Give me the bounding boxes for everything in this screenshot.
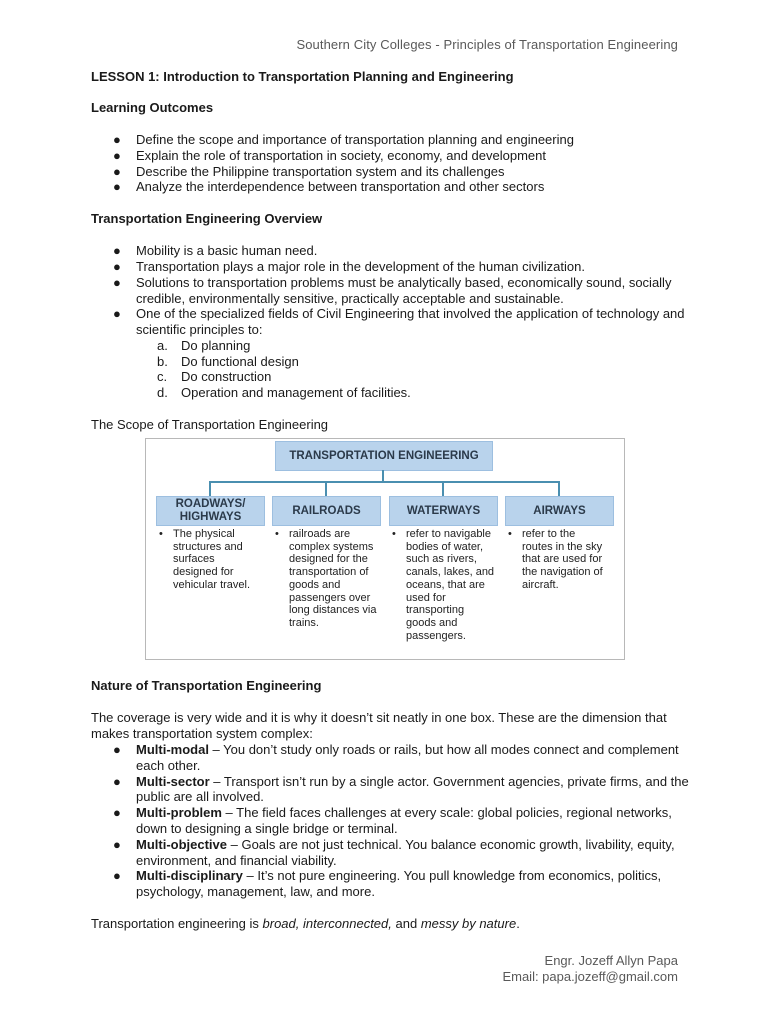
bullet-icon: ● [113,132,121,147]
sublist-item: a. Do planning [157,337,251,353]
list-item: ● One of the specialized fields of Civil Engineering that involved the application of technology and scientific principles to: [113,306,685,338]
connector-line [558,481,560,496]
mode-box-waterways: WATERWAYS [389,496,498,526]
mode-desc-roadways: • The physical structures and surfaces designed for vehicular travel. [159,528,251,591]
bullet-icon: ● [113,274,121,290]
list-item: ● Multi-disciplinary – It’s not pure engineering. You pull knowledge from economics, politics, psychology, management, law, and more. [113,868,662,900]
bullet-icon: ● [113,742,121,757]
bullet-icon: ● [113,258,121,274]
list-item: ● Multi-modal – You don’t study only roads or rails, but how all modes connect and complement each other. [113,742,679,773]
list-item: ● Transportation plays a major role in the development of the human civilization. [113,258,585,274]
list-item: ● Multi-problem – The field faces challenges at every scale: global policies, regional networks, down to designing a single bridge or terminal. [113,805,672,836]
bullet-icon: ● [113,243,121,259]
list-item: ● Define the scope and importance of transportation planning and engineering [113,132,574,147]
sublist-item: b. Do functional design [157,353,299,369]
bullet-icon: ● [113,836,121,852]
page-header: Southern City Colleges - Principles of Transportation Engineering [296,37,678,52]
nature-section [91,678,691,932]
mode-desc-airways: • refer to the routes in the sky that are used for the navigation of aircraft. [508,528,603,591]
mode-desc-waterways: • refer to navigable bodies of water, such as rivers, canals, lakes, and oceans, that are used for transporting goods and passengers. [392,528,495,642]
list-item: ● Describe the Philippine transportation system and its challenges [113,163,505,179]
overview-sublist [91,338,691,400]
list-item: ● Multi-objective – Goals are not just technical. You balance economic growth, livability, equity, environment, and financial viability. [113,836,675,868]
nature-list [91,742,691,900]
list-item: ● Solutions to transportation problems must be analytically based, economically sound, socially credible, environmentally sensitive, practically acceptable and sustainable. [113,274,672,306]
overview-heading: Transportation Engineering Overview [91,211,323,227]
bullet-icon: • [159,528,163,540]
bullet-icon: ● [113,805,121,821]
sublist-item: d. Operation and management of facilities. [157,384,411,400]
overview-list [91,243,691,338]
diagram-root-box: TRANSPORTATION ENGINEERING [275,441,493,471]
connector-line [442,481,444,496]
bullet-icon: ● [113,773,121,789]
bullet-icon: ● [113,163,121,179]
closing-sentence: Transportation engineering is broad, interconnected, and messy by nature. [91,915,520,931]
nature-intro: The coverage is very wide and it is why it doesn’t sit neatly in one box. These are the dimension that makes transportation system complex: [91,710,667,741]
lesson-title: LESSON 1: Introduction to Transportation Planning and Engineering [91,69,514,84]
list-item: ● Analyze the interdependence between transportation and other sectors [113,179,545,195]
sublist-item: c. Do construction [157,369,272,385]
bullet-icon: • [275,528,279,540]
connector-line [209,481,211,496]
bullet-icon: ● [113,868,121,884]
mode-box-airways: AIRWAYS [505,496,614,526]
author-email: Email: papa.jozeff@gmail.com [502,969,678,984]
bullet-icon: ● [113,179,121,195]
connector-line [325,481,327,496]
bullet-icon: ● [113,306,121,322]
bullet-icon: • [508,528,512,540]
mode-box-railroads: RAILROADS [272,496,381,526]
learning-outcomes-heading: Learning Outcomes [91,100,214,115]
list-item: ● Multi-sector – Transport isn’t run by a single actor. Government agencies, private firms, and the public are all involved. [113,773,689,805]
document-body [91,69,691,433]
connector-line [209,481,559,483]
nature-heading: Nature of Transportation Engineering [91,678,322,693]
list-item: ● Mobility is a basic human need. [113,243,318,259]
mode-box-roadways: ROADWAYS/ HIGHWAYS [156,496,265,526]
list-item: ● Explain the role of transportation in society, economy, and development [113,147,546,163]
mode-desc-railroads: • railroads are complex systems designed for the transportation of goods and passengers over long distances via trains. [275,528,377,629]
scope-caption: The Scope of Transportation Engineering [91,417,329,433]
scope-diagram [145,438,625,660]
learning-outcomes-list [91,132,691,195]
bullet-icon: ● [113,147,121,163]
author-name: Engr. Jozeff Allyn Papa [544,953,678,968]
bullet-icon: • [392,528,396,540]
page-footer [502,953,678,985]
